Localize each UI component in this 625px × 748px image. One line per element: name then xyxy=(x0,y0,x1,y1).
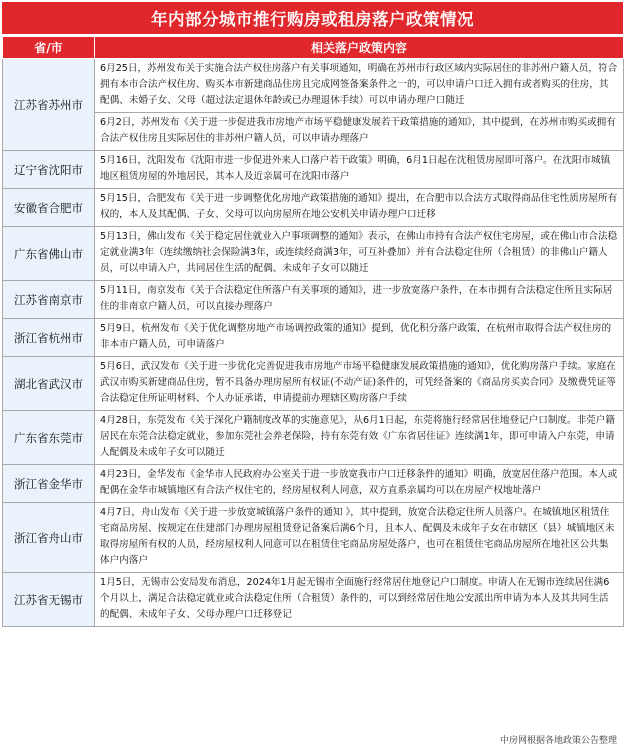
province-cell: 广东省东莞市 xyxy=(3,411,95,465)
province-cell: 江苏省南京市 xyxy=(3,281,95,319)
province-cell: 江苏省苏州市 xyxy=(3,59,95,151)
province-cell: 浙江省杭州市 xyxy=(3,319,95,357)
table-row xyxy=(3,227,624,281)
province-cell: 江苏省无锡市 xyxy=(3,573,95,627)
province-cell: 浙江省金华市 xyxy=(3,465,95,503)
table-header-row xyxy=(3,37,624,59)
province-cell: 浙江省舟山市 xyxy=(3,503,95,573)
province-cell: 安徽省合肥市 xyxy=(3,189,95,227)
table-row xyxy=(3,573,624,627)
policy-cell: 5月13日，佛山发布《关于稳定居住就业入户事项调整的通知》表示，在佛山市持有合法产权住宅房屋，或在佛山市合法稳定就业满3年（连续缴纳社会保险满3年，或连续经商满3年，可互补叠加）并有合法稳定住所（合租赁）的非佛山户籍人员，可以申请入户，共同居住生活的配偶、未成年子女可以随迁 xyxy=(95,227,624,281)
province-cell: 湖北省武汉市 xyxy=(3,357,95,411)
policy-cell: 6月2日，苏州发布《关于进一步促进我市房地产市场平稳健康发展若干政策措施的通知》，其中提到，在苏州市购买或拥有合法产权住房且实际居住的非苏州户籍人员，可以申请办理落户 xyxy=(95,113,624,151)
table-row xyxy=(3,189,624,227)
policy-table xyxy=(2,36,624,627)
table-row xyxy=(3,411,624,465)
table-row xyxy=(3,281,624,319)
policy-cell: 5月6日，武汉发布《关于进一步优化完善促进我市房地产市场平稳健康发展政策措施的通知》，优化购房落户手续。家庭在武汉市购买新建商品住房，暂不具备办理房屋所有权证(不动产证)条件的，可凭经备案的《商品房买卖合同》及缴费凭证等合法稳定住所证明材料、个人办证承诺，申请提前办理辖区购房落户手续 xyxy=(95,357,624,411)
table-row xyxy=(3,151,624,189)
policy-cell: 5月16日，沈阳发布《沈阳市进一步促进外来人口落户若干政策》明确，6月1日起在沈租赁房屋即可落户。在沈阳市城镇地区租赁房屋的外地居民，其本人及近亲属可在沈阳市落户 xyxy=(95,151,624,189)
policy-cell: 5月9日，杭州发布《关于优化调整房地产市场调控政策的通知》提到，优化积分落户政策，在杭州市取得合法产权住房的非本市户籍人员，可申请落户 xyxy=(95,319,624,357)
table-row xyxy=(3,59,624,113)
policy-cell: 4月23日，金华发布《金华市人民政府办公室关于进一步放宽我市户口迁移条件的通知》明确，放宽居住落户范围。本人或配偶在金华市城镇地区有合法产权住宅的，经房屋权利人同意，双方直系亲属均可以在房屋产权地址落户 xyxy=(95,465,624,503)
policy-cell: 4月28日，东莞发布《关于深化户籍制度改革的实施意见》，从6月1日起，东莞将施行经常居住地登记户口制度。非莞户籍居民在东莞合法稳定就业，参加东莞社会养老保险，持有东莞有效《广东省居住证》连续满1年，即可申请入户东莞，申请人配偶及未成年子女可以随迁 xyxy=(95,411,624,465)
policy-cell: 5月15日，合肥发布《关于进一步调整优化房地产政策措施的通知》提出，在合肥市以合法方式取得商品住宅性质房屋所有权的，本人及其配偶、子女、父母可以向房屋所在地公安机关申请办理户口迁移 xyxy=(95,189,624,227)
table-row xyxy=(3,113,624,151)
policy-cell: 5月11日，南京发布《关于合法稳定住所落户有关事项的通知》，进一步放宽落户条件，在本市拥有合法稳定住所且实际居住的非南京户籍人员，可以直接办理落户 xyxy=(95,281,624,319)
table-row xyxy=(3,465,624,503)
province-cell: 辽宁省沈阳市 xyxy=(3,151,95,189)
table-row xyxy=(3,319,624,357)
policy-cell: 6月25日，苏州发布关于实施合法产权住房落户有关事项通知，明确在苏州市行政区域内实际居住的非苏州户籍人员，符合拥有本市合法产权住房、购买本市新建商品住房且完成网签备案条件之一的，可以申请户口迁入拥有或者购买的住房，其配偶、未婚子女、父母（超过法定退休年龄或已办理退休手续）可以申请办理户口随迁 xyxy=(95,59,624,113)
policy-cell: 1月5日，无锡市公安局发布消息，2024年1月起无锡市全面施行经常居住地登记户口制度。申请人在无锡市连续居住满6个月以上，满足合法稳定就业或合法稳定住所（合租赁）条件的，可以到经常居住地公安派出所申请为本人及其共同生活的配偶、未成年子女、父母办理户口迁移登记 xyxy=(95,573,624,627)
table-row xyxy=(3,357,624,411)
page-title: 年内部分城市推行购房或租房落户政策情况 xyxy=(2,2,623,34)
table-row xyxy=(3,503,624,573)
policy-cell: 4月7日，舟山发布《关于进一步放宽城镇落户条件的通知 》，其中提到，放宽合法稳定住所人员落户。在城镇地区租赁住宅商品房屋、按规定在住建部门办理房屋租赁登记备案后满6个月，且本人、配偶及未成年子女在市辖区（县）城镇地区未取得房屋所有权的人员，经房屋权利人同意可以在租赁住宅商品房屋处落户，也可在租赁住宅商品房屋所在地社区公共集体户内落户 xyxy=(95,503,624,573)
province-cell: 广东省佛山市 xyxy=(3,227,95,281)
header-province: 省/市 xyxy=(3,37,95,59)
header-content: 相关落户政策内容 xyxy=(95,37,624,59)
source-note: 中房网根据各地政策公告整理 xyxy=(499,736,617,746)
